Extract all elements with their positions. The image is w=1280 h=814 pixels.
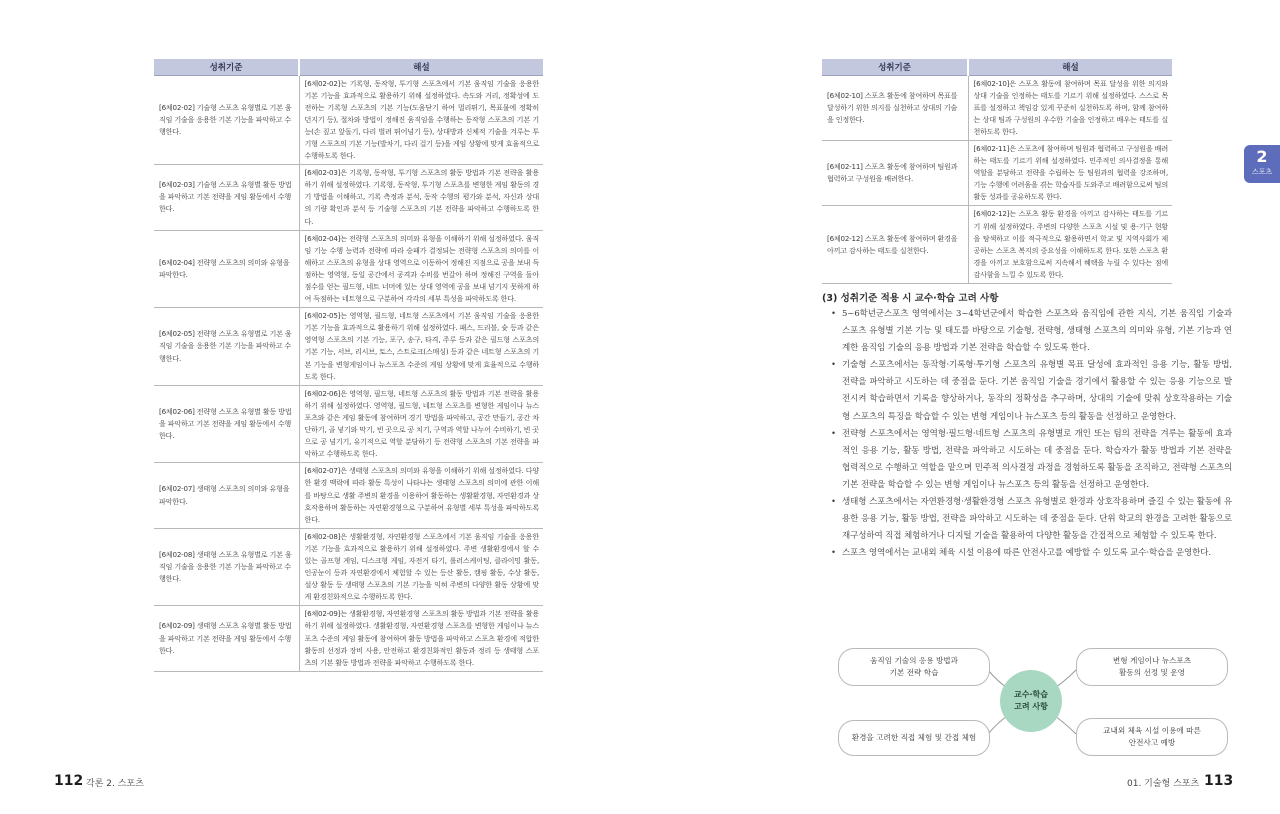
left-table-body xyxy=(154,75,543,671)
right-table-body xyxy=(822,75,1172,284)
running-title-left: 각론 2. 스포츠 xyxy=(86,779,144,789)
bullet-icon: • xyxy=(831,548,836,559)
diagram-node-bottom-right: 교내외 체육 시설 이용에 따른 안전사고 예방 xyxy=(1076,718,1228,756)
list-item-text: 기술형 스포츠에서는 동작형·기록형·투기형 스포츠의 유형별 목표 달성에 효과적인 응용 기능, 활동 방법, 전략을 파악하고 시도하는 데 중점을 둔다. 기본 움직임 기술을 경기에서 활용할 수 있는 응용 기능으로 발전시켜 학습하면서 기록을 향상하거나, 동작의 정확성을 추구하며, 상대의 기술에 맞춰 상호작용하는 기술형 스포츠의 특징을 학습할 수 있는 변형 게임이나 뉴스포츠 등의 활동을 선정하고 운영한다. xyxy=(842,360,1232,422)
left-standards-table xyxy=(154,59,543,672)
explanation-cell: [6체02-11]은 스포츠에 참여하며 팀원과 협력하고 구성원을 배려하는 태도를 기르기 위해 설정하였다. 민주적인 의사결정을 통해 역할을 분담하고 전략을 수립하는 등 팀원과의 협력을 강조하며, 기능 수행에 어려움을 겪는 학습자를 도와주고 배려함으로써 팀의 활동 성과를 공유하도록 한다. xyxy=(968,140,1172,205)
explanation-cell: [6체02-03]은 기록형, 동작형, 투기형 스포츠의 활동 방법과 기본 전략을 활용하기 위해 설정하였다. 기록형, 동작형, 투기형 스포츠를 변형한 게임 활동의 경기 방법을 이해하고, 기록 측정과 분석, 동작 수행의 평가와 분석, 자신과 상대의 기량 확인과 분석 등 기술형 스포츠의 기본 전략을 파악하고 수행하도록 한다. xyxy=(299,165,543,230)
table-row xyxy=(154,75,543,165)
considerations-diagram xyxy=(838,642,1228,760)
page-number-right: 113 xyxy=(1204,773,1234,789)
criteria-cell: [6체02-05] 전략형 스포츠 유형별로 기본 움직임 기술을 응용한 기본 기능을 파악하고 수행한다. xyxy=(154,308,299,386)
explanation-cell: [6체02-07]은 생태형 스포츠의 의미와 유형을 이해하기 위해 설정하였다. 다양한 환경 맥락에 따라 활동 특성이 나타나는 생태형 스포츠의 의미에 관한 이해를 바탕으로 생활 주변의 환경을 이용하여 활동하는 생활환경형, 자연환경과 상호작용하며 활동하는 자연환경형으로 구분하여 유형별 세부 특성을 파악하도록 한다. xyxy=(299,463,543,528)
list-item-text: 전략형 스포츠에서는 영역형·필드형·네트형 스포츠의 유형별로 개인 또는 팀의 전략을 겨루는 활동에 효과적인 응용 기능, 활동 방법, 전략을 파악하고 시도하는 데 중점을 둔다. 학습자가 활동 방법과 기본 전략을 협력적으로 수행하고 역할을 맡으며 민주적 의사결정 과정을 경험하도록 활동을 조직하고, 전략형 스포츠의 기본 전략을 학습할 수 있는 변형 게임이나 뉴스포츠 등의 활동을 선정하고 운영한다. xyxy=(842,428,1232,490)
list-item xyxy=(822,426,1232,494)
diagram-center-node: 교수·학습 고려 사항 xyxy=(1000,670,1062,732)
list-item-text: 생태형 스포츠에서는 자연환경형·생활환경형 스포츠 유형별로 환경과 상호작용하며 즐길 수 있는 활동에 유용한 응용 기능, 활동 방법, 전략을 파악하고 시도하는 데 중점을 둔다. 단위 학교의 환경을 고려한 활동으로 재구성하여 직접 체험하거나 디지털 기술을 활용하여 다양한 활동을 간접적으로 체험할 수 있도록 한다. xyxy=(842,497,1232,542)
list-item xyxy=(822,494,1232,545)
list-item-text: 5~6학년군스포츠 영역에서는 3~4학년군에서 학습한 스포츠와 움직임에 관한 지식, 기본 움직임 기술과 스포츠 유형별 기본 기능 및 태도를 바탕으로 기술형, 전략형, 생태형 스포츠의 의미와 유형, 기본 기능과 연계한 움직임 기술의 응용 방법과 기본 전략을 학습할 수 있도록 한다. xyxy=(842,309,1232,354)
bullet-icon: • xyxy=(831,360,836,371)
table-row xyxy=(154,463,543,528)
explanation-cell: [6체02-04]는 전략형 스포츠의 의미와 유형을 이해하기 위해 설정하였다. 움직임 기능 수행 능력과 전략에 따라 승패가 결정되는 전략형 스포츠의 의미를 이해하고 스포츠의 유형을 상대 영역으로 이동하여 정해진 지점으로 공을 보내 득점하는 영역형, 동일 공간에서 공격과 수비를 번갈아 하며 정해진 구역을 돌아 점수를 얻는 필드형, 네트 너머에 있는 상대 영역에 공을 보내 넘기지 못하게 하여 득점하는 네트형으로 구분하여 각각의 세부 특성을 파악하도록 한다. xyxy=(299,230,543,308)
table-row xyxy=(154,165,543,230)
running-title-right: 01. 기술형 스포츠 xyxy=(1127,779,1200,789)
criteria-cell: [6체02-08] 생태형 스포츠 유형별로 기본 움직임 기술을 응용한 기본 기능을 파악하고 수행한다. xyxy=(154,528,299,606)
bullet-icon: • xyxy=(831,497,836,508)
list-item xyxy=(822,306,1232,357)
chapter-number: 2 xyxy=(1256,147,1268,166)
table-row xyxy=(154,606,543,671)
criteria-cell: [6체02-04] 전략형 스포츠의 의미와 유형을 파악한다. xyxy=(154,230,299,308)
criteria-cell: [6체02-11] 스포츠 활동에 참여하며 팀원과 협력하고 구성원을 배려한다. xyxy=(822,140,968,205)
criteria-cell: [6체02-02] 기술형 스포츠 유형별로 기본 움직임 기술을 응용한 기본 기능을 파악하고 수행한다. xyxy=(154,75,299,165)
criteria-cell: [6체02-12] 스포츠 활동에 참여하며 환경을 아끼고 감사하는 태도를 실천한다. xyxy=(822,206,968,284)
criteria-header: 성취기준 xyxy=(154,59,299,75)
criteria-cell: [6체02-03] 기술형 스포츠 유형별 활동 방법을 파악하고 기본 전략을 게임 활동에서 수행한다. xyxy=(154,165,299,230)
criteria-cell: [6체02-09] 생태형 스포츠 유형별 활동 방법을 파악하고 기본 전략을 게임 활동에서 수행한다. xyxy=(154,606,299,671)
explanation-header: 해설 xyxy=(299,59,543,75)
table-header-row xyxy=(154,59,543,75)
list-item-text: 스포츠 영역에서는 교내외 체육 시설 이용에 따른 안전사고를 예방할 수 있도록 교수·학습을 운영한다. xyxy=(842,548,1211,559)
list-item xyxy=(822,545,1232,562)
table-row xyxy=(154,528,543,606)
explanation-cell: [6체02-02]는 기록형, 동작형, 투기형 스포츠에서 기본 움직임 기술을 응용한 기본 기능을 효과적으로 활용하기 위해 설정하였다. 속도와 거리, 정확성에 도전하는 기록형 스포츠의 기본 기능(도움닫기 하여 멀리뛰기, 목표물에 정확히 던지기 등), 절차와 방법이 정해진 움직임을 수행하는 동작형 스포츠의 기본 기능(손 짚고 앞돌기, 다리 벌려 뛰어넘기 등), 상대방과 신체적 기술을 겨루는 투기형 스포츠의 기본 기능(발차기, 다리 걸기 등)을 게임 상황에 맞게 효율적으로 수행하도록 한다. xyxy=(299,75,543,165)
diagram-node-top-left: 움직임 기술의 응용 방법과 기본 전략 학습 xyxy=(838,648,990,686)
table-row xyxy=(822,140,1172,205)
diagram-node-bottom-left: 환경을 고려한 직접 체험 및 간접 체험 xyxy=(838,720,990,756)
explanation-cell: [6체02-10]은 스포츠 활동에 참여하며 목표 달성을 위한 의지와 상대 기술을 인정하는 태도를 기르기 위해 설정하였다. 스스로 목표를 설정하고 책임감 있게 꾸준히 실천하도록 하며, 함께 참여하는 상대 팀과 구성원의 우수한 기술을 인정하고 배우는 태도를 실천하도록 한다. xyxy=(968,75,1172,140)
explanation-cell: [6체02-06]은 영역형, 필드형, 네트형 스포츠의 활동 방법과 기본 전략을 활용하기 위해 설정하였다. 영역형, 필드형, 네트형 스포츠를 변형한 게임이나 뉴스포츠와 같은 게임 활동에 참여하며 경기 방법을 파악하고, 공간 만들기, 공간 차단하기, 골 넣기와 막기, 빈 곳으로 공 치기, 구역과 역할 나누어 수비하기, 빈 곳으로 공 넘기기, 유기적으로 역할 분담하기 등 전략형 스포츠의 기본 전략을 파악하고 수행하도록 한다. xyxy=(299,385,543,463)
section-title: (3) 성취기준 적용 시 교수·학습 고려 사항 xyxy=(822,293,999,304)
page-number-left: 112 xyxy=(54,773,84,789)
chapter-tab[interactable] xyxy=(1244,145,1280,183)
table-header-row xyxy=(822,59,1172,75)
criteria-header: 성취기준 xyxy=(822,59,968,75)
table-row xyxy=(822,206,1172,284)
chapter-label: 스포츠 xyxy=(1251,168,1273,176)
criteria-cell: [6체02-06] 전략형 스포츠 유형별 활동 방법을 파악하고 기본 전략을 게임 활동에서 수행한다. xyxy=(154,385,299,463)
table-row xyxy=(822,75,1172,140)
bullet-icon: • xyxy=(831,309,836,319)
table-row xyxy=(154,230,543,308)
bullet-icon: • xyxy=(831,428,836,439)
table-row xyxy=(154,385,543,463)
criteria-cell: [6체02-07] 생태형 스포츠의 의미와 유형을 파악한다. xyxy=(154,463,299,528)
table-row xyxy=(154,308,543,386)
explanation-cell: [6체02-05]는 영역형, 필드형, 네트형 스포츠에서 기본 움직임 기술을 응용한 기본 기능을 효과적으로 활용하기 위해 설정하였다. 패스, 드리블, 슛 등과 같은 영역형 스포츠의 기본 기능, 포구, 송구, 타격, 주루 등과 같은 필드형 스포츠의 기본 기능, 서브, 리시브, 토스, 스트로크(스매싱) 등과 같은 네트형 스포츠의 기본 기능을 변형게임이나 뉴스포츠 수준의 게임 상황에 맞게 효율적으로 수행하도록 한다. xyxy=(299,308,543,386)
list-item xyxy=(822,357,1232,425)
diagram-node-top-right: 변형 게임이나 뉴스포츠 활동의 선정 및 운영 xyxy=(1076,648,1228,686)
explanation-header: 해설 xyxy=(968,59,1172,75)
criteria-cell: [6체02-10] 스포츠 활동에 참여하며 목표를 달성하기 위한 의지를 실천하고 상대의 기술을 인정한다. xyxy=(822,75,968,140)
explanation-cell: [6체02-09]는 생활환경형, 자연환경형 스포츠의 활동 방법과 기본 전략을 활용하기 위해 설정하였다. 생활환경형, 자연환경형 스포츠를 변형한 게임이나 뉴스포츠 수준의 게임 활동에 참여하며 활동 방법을 파악하고 스포츠 환경에 적합한 활동의 선정과 장비 사용, 안전하고 환경친화적인 활동과 정리 등 생태형 스포츠의 기본 활동 방법과 전략을 파악하고 수행하도록 한다. xyxy=(299,606,543,671)
explanation-cell: [6체02-08]은 생활환경형, 자연환경형 스포츠에서 기본 움직임 기술을 응용한 기본 기능을 효과적으로 활용하기 위해 설정하였다. 주변 생활환경에서 할 수 있는 골프형 게임, 디스크형 게임, 자전거 타기, 롤러스케이팅, 클라이밍 활동, 인공눈이 등과 자연환경에서 체험할 수 있는 등산 활동, 캠핑 활동, 수상 활동, 설상 활동 등 생태형 스포츠의 기본 기능을 익혀 주변의 다양한 활동 상황에 맞게 환경친화적으로 수행하도록 한다. xyxy=(299,528,543,606)
explanation-cell: [6체02-12]는 스포츠 활동 환경을 아끼고 감사하는 태도를 기르기 위해 설정하였다. 주변의 다양한 스포츠 시설 및 용·기구 현황을 탐색하고 이를 적극적으로 활용하면서 학교 및 지역사회가 제공하는 스포츠 복지의 중요성을 이해하도록 한다. 또한 스포츠 환경을 아끼고 보호함으로써 지속해서 혜택을 누릴 수 있다는 점에 감사함을 느낄 수 있도록 한다. xyxy=(968,206,1172,284)
right-standards-table xyxy=(822,59,1172,284)
considerations-list xyxy=(822,306,1232,562)
